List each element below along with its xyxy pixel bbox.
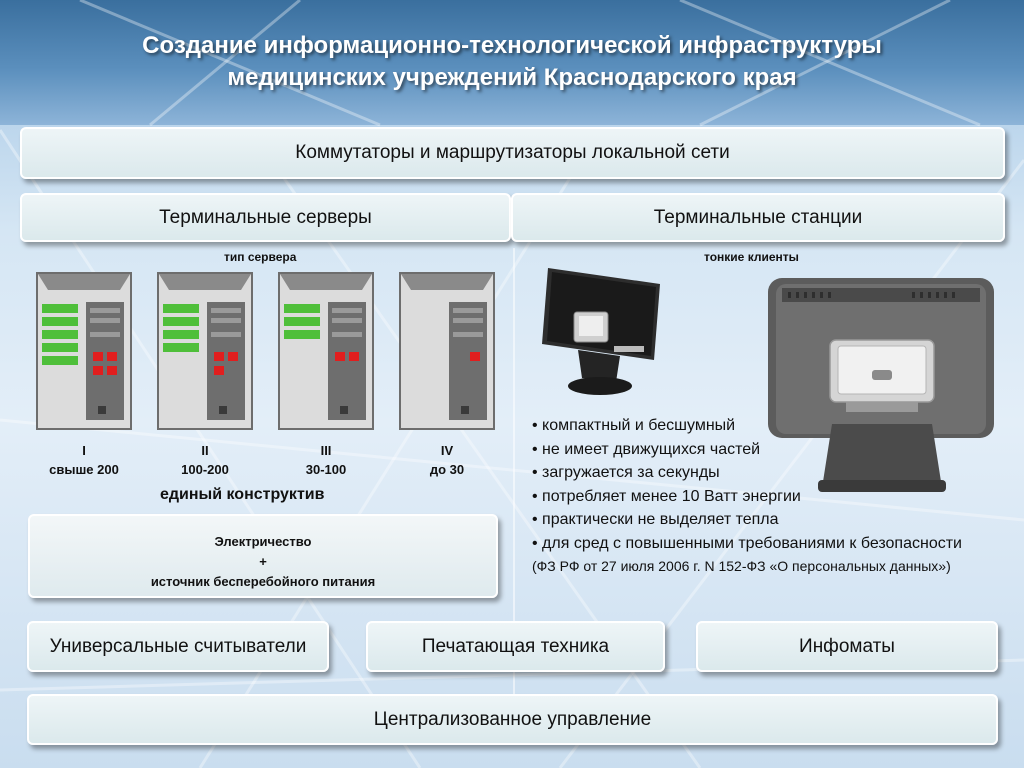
feature-item: • для сред с повышенными требованиями к безопасности [532,534,962,552]
server-tower-1 [36,272,132,430]
feature-item: • не имеет движущихся частей [532,440,761,458]
switches-box: Коммутаторы и маршрутизаторы локальной сети [20,127,1005,179]
server-range: свыше 200 [49,462,119,477]
server-tower-3 [278,272,374,430]
title-line-2: медицинских учреждений Краснодарского края [227,64,797,91]
feature-item: • практически не выделяет тепла [532,511,779,528]
server-class: II [201,443,209,458]
law-reference: (ФЗ РФ от 27 июля 2006 г. N 152-ФЗ «О персональных данных») [532,558,951,574]
universal-readers-box: Универсальные считыватели [27,621,329,672]
thin-client-features [532,414,982,579]
server-tower-4 [399,272,495,430]
server-range: 100-200 [181,462,229,477]
thin-client-monitor-small [538,264,664,400]
single-design-label: единый конструктив [160,486,325,503]
title-line-1: Создание информационно-технологической инфраструктуры [142,32,882,59]
electricity-line-3: источник бесперебойного питания [150,574,376,589]
server-range: до 30 [429,462,465,477]
server-class: IV [440,443,454,458]
server-caption-2 [155,441,255,479]
thin-clients-label: тонкие клиенты [704,250,799,264]
server-type-label: тип сервера [224,250,297,264]
server-caption-3 [276,441,376,479]
page-title [0,30,1024,94]
terminal-stations-box: Терминальные станции [511,193,1005,242]
server-caption-1 [34,441,134,479]
server-caption-4 [397,441,497,479]
server-tower-2 [157,272,253,430]
infomats-box: Инфоматы [696,621,998,672]
electricity-box [28,514,498,598]
printing-box: Печатающая техника [366,621,665,672]
feature-item-security [532,532,982,579]
feature-item: • загружается за секунды [532,464,720,481]
terminal-servers-box: Терминальные серверы [20,193,511,242]
feature-item: • компактный и бесшумный [532,417,736,434]
server-class: I [82,443,86,458]
feature-item: • потребляет менее 10 Ватт энергии [532,487,801,505]
electricity-line-2: + [259,554,267,569]
centralized-management-box: Централизованное управление [27,694,998,745]
server-class: III [320,443,332,458]
electricity-line-1: Электричество [214,534,312,549]
server-range: 30-100 [305,462,347,477]
